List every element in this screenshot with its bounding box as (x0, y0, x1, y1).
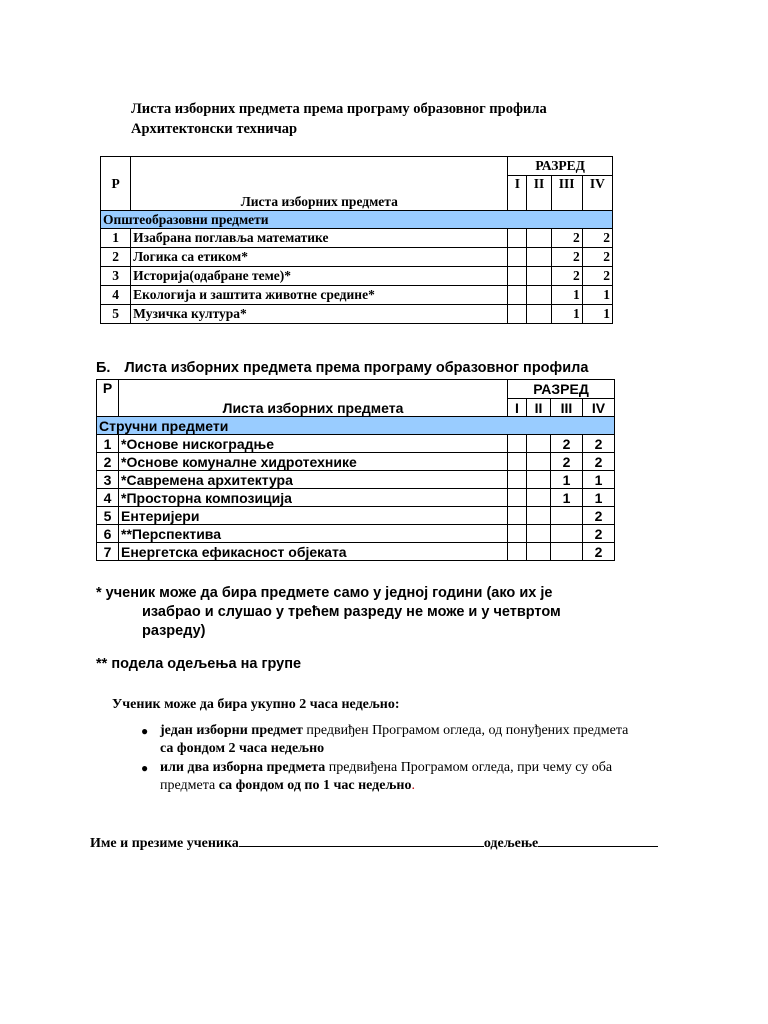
grade-cell: 2 (582, 229, 612, 248)
grade-cell: 1 (582, 305, 612, 324)
document-title (131, 99, 547, 139)
table-row (97, 435, 615, 453)
bullet1-text: предвиђен Програмом огледа, од понуђених предмета (302, 723, 629, 738)
grade-cell (527, 435, 551, 453)
grade-cell: 2 (583, 525, 615, 543)
table-row (97, 525, 615, 543)
grade-cell (527, 525, 551, 543)
footnote-double-star: ** подела одељења на групе (96, 656, 302, 672)
grade-cell: 2 (582, 267, 612, 286)
grade-cell: 2 (551, 248, 582, 267)
table-row (97, 489, 615, 507)
grade-cell (508, 471, 527, 489)
list-item (138, 759, 698, 795)
grade-cell (508, 267, 527, 286)
subject-name: *Савремена архитектура (119, 471, 508, 489)
grade-cell (527, 305, 551, 324)
row-number: 4 (97, 489, 119, 507)
grade-cell: 1 (551, 286, 582, 305)
subject-name: Ентеријери (119, 507, 508, 525)
footnote-line-3: разреду) (142, 623, 206, 639)
table-row (101, 305, 613, 324)
grade-cell (508, 507, 527, 525)
bullet-icon: ● (141, 724, 149, 738)
grade-header-2: II (527, 176, 551, 211)
footnote-line-2: изабрао и слушао у трећем разреду не може и у четвртом (142, 604, 561, 620)
grade-cell: 2 (551, 453, 583, 471)
grade-cell (527, 507, 551, 525)
grade-header-1: I (508, 399, 527, 417)
section-header: Стручни предмети (97, 417, 615, 435)
grade-cell (527, 248, 551, 267)
row-number: 3 (101, 267, 131, 286)
grade-cell: 1 (583, 489, 615, 507)
signature-line (90, 832, 658, 852)
row-number: 4 (101, 286, 131, 305)
grade-cell (527, 471, 551, 489)
grade-cell (508, 286, 527, 305)
table-row (97, 453, 615, 471)
grade-cell: 2 (551, 267, 582, 286)
subject-name: Енергетска ефикасност објеката (119, 543, 508, 561)
section-b-text: Листа изборних предмета према програму образовног профила (124, 360, 589, 376)
section-b-label: Б. (96, 360, 111, 376)
footnote-line-1: * ученик може да бира предмете само у једној години (ако их је (96, 585, 553, 601)
grade-cell (551, 507, 583, 525)
subject-name: Екологија и заштита животне средине* (131, 286, 508, 305)
row-number: 7 (97, 543, 119, 561)
row-number: 2 (101, 248, 131, 267)
row-number: 5 (97, 507, 119, 525)
bullet-icon: ● (141, 761, 149, 775)
grade-cell: 1 (551, 305, 582, 324)
grade-cell (527, 267, 551, 286)
table-row (97, 471, 615, 489)
table-row (101, 267, 613, 286)
col-header-grade: РАЗРЕД (508, 157, 613, 176)
bullet2-bold1: или два изборна предмета (160, 760, 326, 775)
table-row (97, 507, 615, 525)
table-row (101, 229, 613, 248)
table-row (101, 286, 613, 305)
grade-cell (508, 305, 527, 324)
grade-cell (508, 229, 527, 248)
grade-cell (508, 489, 527, 507)
grade-cell: 1 (583, 471, 615, 489)
grade-cell (508, 525, 527, 543)
grade-header-1: I (508, 176, 527, 211)
name-label: Име и презиме ученика (90, 836, 239, 851)
subject-name: Историја(одабране теме)* (131, 267, 508, 286)
col-header-r: Р (97, 380, 119, 417)
subject-name: *Основе нискоградње (119, 435, 508, 453)
grade-cell: 2 (583, 543, 615, 561)
grade-cell (527, 229, 551, 248)
class-field[interactable] (538, 832, 658, 847)
bullet2-bold2: са фондом од по 1 час недељно (218, 778, 412, 793)
grade-cell (527, 286, 551, 305)
bullet2-text2: предмета (160, 778, 219, 793)
subject-name: *Основе комуналне хидротехнике (119, 453, 508, 471)
grade-cell (551, 525, 583, 543)
grade-cell: 2 (551, 229, 582, 248)
grade-cell: 2 (551, 435, 583, 453)
name-field[interactable] (239, 832, 484, 847)
subject-name: Музичка култура* (131, 305, 508, 324)
grade-cell: 2 (583, 507, 615, 525)
grade-cell: 1 (582, 286, 612, 305)
col-header-grade: РАЗРЕД (508, 380, 615, 399)
instructions-list (138, 722, 698, 796)
col-header-subjects: Листа изборних предмета (119, 380, 508, 417)
section-b-title (96, 360, 588, 376)
grade-header-4: IV (583, 399, 615, 417)
row-number: 1 (97, 435, 119, 453)
grade-cell (508, 453, 527, 471)
grade-cell: 2 (583, 435, 615, 453)
title-line-1: Листа изборних предмета према програму образовног профила (131, 101, 547, 117)
footnote-single-star (96, 584, 616, 641)
grade-cell (508, 248, 527, 267)
subject-name: Логика са етиком* (131, 248, 508, 267)
subject-name: *Просторна композиција (119, 489, 508, 507)
subject-name: Изабрана поглавља математике (131, 229, 508, 248)
grade-cell (527, 489, 551, 507)
row-number: 2 (97, 453, 119, 471)
general-subjects-table (100, 156, 613, 324)
grade-cell (508, 543, 527, 561)
row-number: 5 (101, 305, 131, 324)
grade-cell: 2 (583, 453, 615, 471)
grade-cell: 2 (582, 248, 612, 267)
grade-cell (527, 453, 551, 471)
table-row (97, 543, 615, 561)
grade-cell (508, 435, 527, 453)
class-label: одељење (483, 836, 539, 851)
list-item (138, 722, 698, 758)
row-number: 1 (101, 229, 131, 248)
grade-header-3: III (551, 176, 582, 211)
instructions-intro: Ученик може да бира укупно 2 часа недељно: (112, 697, 400, 712)
grade-header-3: III (551, 399, 583, 417)
grade-cell (551, 543, 583, 561)
grade-cell: 1 (551, 489, 583, 507)
table-row (101, 248, 613, 267)
bullet2-period: . (411, 778, 415, 793)
bullet1-bold1: један изборни предмет (160, 723, 303, 738)
vocational-subjects-table (96, 379, 615, 561)
bullet2-text: предвиђена Програмом огледа, при чему су оба (325, 760, 613, 775)
col-header-subjects: Листа изборних предмета (131, 157, 508, 211)
grade-header-2: II (527, 399, 551, 417)
grade-header-4: IV (582, 176, 612, 211)
title-line-2: Архитектонски техничар (131, 121, 298, 137)
section-header: Општеобразовни предмети (101, 211, 613, 229)
col-header-r: Р (101, 157, 131, 211)
grade-cell (527, 543, 551, 561)
row-number: 6 (97, 525, 119, 543)
bullet1-bold2: са фондом 2 часа недељно (160, 741, 325, 756)
grade-cell: 1 (551, 471, 583, 489)
row-number: 3 (97, 471, 119, 489)
subject-name: **Перспектива (119, 525, 508, 543)
